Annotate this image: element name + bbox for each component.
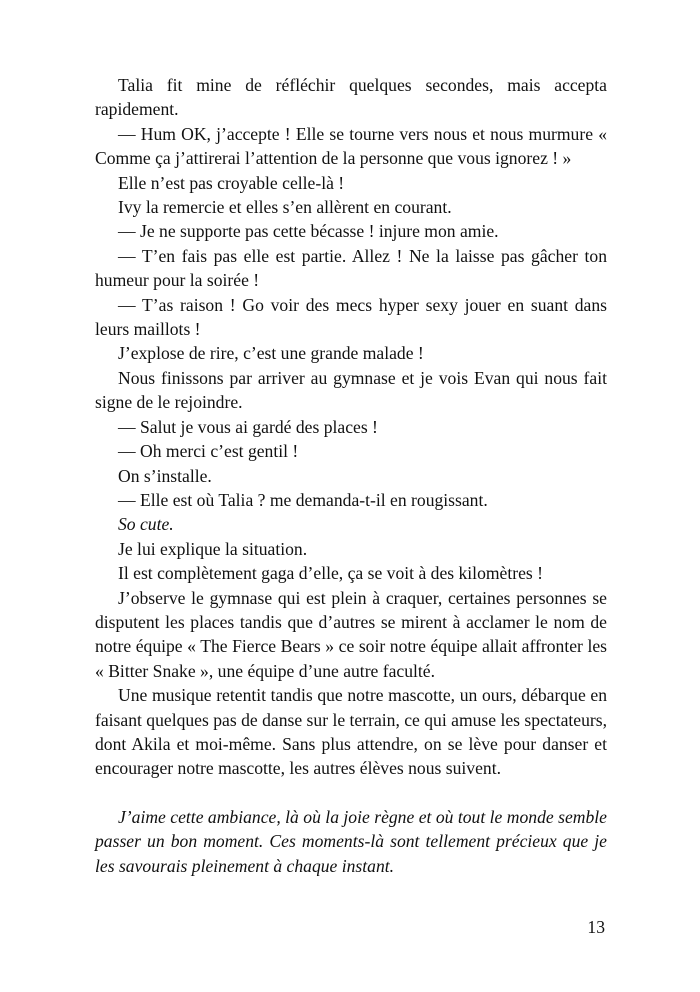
- paragraph: — Salut je vous ai gardé des places !: [118, 416, 378, 437]
- italic-thought: So cute.: [118, 514, 174, 535]
- paragraph: J’explose de rire, c’est une grande malade !: [118, 343, 424, 364]
- paragraph: Je lui explique la situation.: [118, 538, 308, 559]
- paragraph: Nous finissons par arriver au gymnase et je vois Evan qui nous fait signe de le rejoindre.: [95, 367, 607, 413]
- paragraph: Talia fit mine de réfléchir quelques secondes, mais accepta rapidement.: [95, 75, 607, 120]
- paragraph: Une musique retentit tandis que notre mascotte, un ours, débarque en faisant quelques pas de danse sur le terrain, ce qui amuse les spectateurs, dont Akila et moi-même. Sans plus attendre, on se lève pour danser et encourager notre mascotte, les autres élèves nous suivent.: [95, 685, 607, 779]
- paragraph: — Hum OK, j’accepte ! Elle se tourne vers nous et nous murmure « Comme ça j’attirerai l’attention de la personne que vous ignorez ! »: [95, 123, 607, 169]
- paragraph: J’observe le gymnase qui est plein à craquer, certaines personnes se disputent les places tandis que d’autres se mirent à acclamer le nom de notre équipe « The Fierce Bears » ce soir notre équipe allait affronter les « Bitter Snake », une équipe d’une autre faculté.: [95, 587, 607, 681]
- paragraph: — T’as raison ! Go voir des mecs hyper sexy jouer en suant dans leurs maillots !: [95, 294, 607, 340]
- paragraph: — Elle est où Talia ? me demanda-t-il en rougissant.: [118, 489, 488, 510]
- paragraph: — Oh merci c’est gentil !: [118, 441, 299, 462]
- paragraph: On s’installe.: [118, 465, 212, 486]
- paragraph-gap: [95, 781, 607, 805]
- page-number: 13: [587, 917, 605, 937]
- paragraph: — Je ne supporte pas cette bécasse ! injure mon amie.: [118, 221, 499, 242]
- page-body: [95, 73, 607, 878]
- paragraph: — T’en fais pas elle est partie. Allez ! Ne la laisse pas gâcher ton humeur pour la soirée !: [95, 245, 607, 291]
- paragraph: Elle n’est pas croyable celle-là !: [118, 172, 345, 193]
- paragraph: Ivy la remercie et elles s’en allèrent en courant.: [118, 197, 452, 218]
- paragraph: Il est complètement gaga d’elle, ça se voit à des kilomètres !: [118, 563, 544, 584]
- italic-closing-paragraph: J’aime cette ambiance, là où la joie règne et où tout le monde semble passer un bon moment. Ces moments-là sont tellement précieux que je les savourais pleinement à chaque instant.: [95, 806, 607, 876]
